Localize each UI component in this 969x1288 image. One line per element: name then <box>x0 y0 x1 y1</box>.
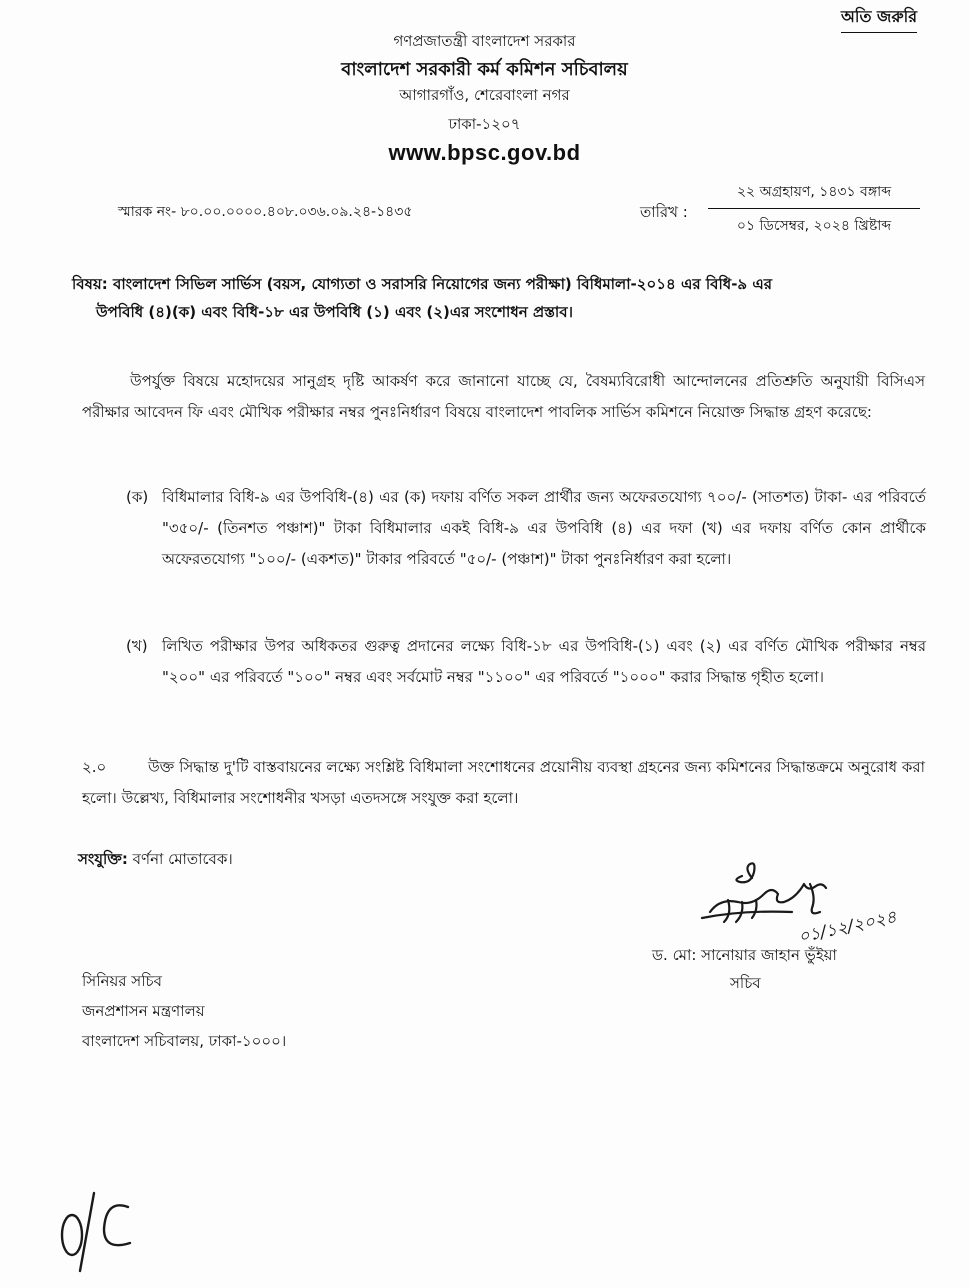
list-item-marker: (খ) <box>126 637 148 655</box>
list-item <box>126 631 926 693</box>
signature-date: ০১/১২/২০২৪ <box>796 907 899 948</box>
date-label: তারিখ : <box>640 203 688 221</box>
date-english: ০১ ডিসেম্বর, ২০২৪ খ্রিষ্টাব্দ <box>736 218 892 234</box>
handwritten-note <box>50 1185 150 1275</box>
memo-number: স্মারক নং- ৮০.০০.০০০০.৪০৮.০৩৬.০৯.২৪-১৪৩৫ <box>118 204 413 220</box>
header-government: গণপ্রজাতন্ত্রী বাংলাদেশ সরকার <box>393 32 576 50</box>
list-item-text: বিধিমালার বিধি-৯ এর উপবিধি-(৪) এর (ক) দফায় বর্ণিত সকল প্রার্থীর জন্য অফেরতযোগ্য ৭০০/- (সাতশত) টাকা- এর পরিবর্তে "৩৫০/- (তিনশত পঞ্চাশ)" টাকা বিধিমালার একই বিধি-৯ এর উপবিধি (৪) এর দফা (খ) এর দফায় বর্ণিত কোন প্রার্থীকে অফেরতযোগ্য "১০০/- (একশত)" টাকার পরিবর্তে "৫০/- (পঞ্চাশ)" টাকা পুনঃনির্ধারণ করা হলো। <box>162 488 926 568</box>
list-item-text: লিখিত পরীক্ষার উপর অধিকতর গুরুত্ব প্রদানের লক্ষ্যে বিধি-১৮ এর উপবিধি-(১) এবং (২) এর বর্ণিত মৌখিক পরীক্ষার নম্বর "২০০" এর পরিবর্তে "১০০" নম্বর এবং সর্বমোট নম্বর "১১০০" এর পরিবর্তে "১০০০" করার সিদ্ধান্ত গৃহীত হলো। <box>162 637 926 686</box>
subject-line-2: উপবিধি (৪)(ক) এবং বিধি-১৮ এর উপবিধি (১) এবং (২)এর সংশোধন প্রস্তাব। <box>96 303 573 321</box>
recipient-designation: সিনিয়র সচিব <box>82 972 162 990</box>
intro-paragraph: উপর্যুক্ত বিষয়ে মহোদয়ের সানুগ্রহ দৃষ্টি আকর্ষণ করে জানানো যাচ্ছে যে, বৈষম্যবিরোধী আন্দোলনের প্রতিশ্রুতি অনুযায়ী বিসিএস পরীক্ষার আবেদন ফি এবং মৌখিক পরীক্ষার নম্বর পুনঃনির্ধারণ বিষয়ে বাংলাদেশ পাবলিক সার্ভিস কমিশনে নিয়োক্ত সিদ্ধান্ত গ্রহণ করেছে: <box>82 372 925 421</box>
recipient-ministry: জনপ্রশাসন মন্ত্রণালয় <box>82 1002 205 1020</box>
header-organization: বাংলাদেশ সরকারী কর্ম কমিশন সচিবালয় <box>341 59 628 80</box>
date-bangla: ২২ অগ্রহায়ণ, ১৪৩১ বঙ্গাব্দ <box>708 180 920 209</box>
header-city: ঢাকা-১২০৭ <box>448 115 521 133</box>
subject-line-1: বিষয়: বাংলাদেশ সিভিল সার্ভিস (বয়স, যোগ্যতা ও সরাসরি নিয়োগের জন্য পরীক্ষা) বিধিমালা-২০১৪ এর বিধি-৯ এর <box>72 275 773 293</box>
handwritten-signature <box>680 860 910 950</box>
date-block <box>708 180 920 238</box>
signatory-title: সচিব <box>730 974 761 992</box>
signatory-name: ড. মো: সানোয়ার জাহান ভুঁইয়া <box>652 946 837 964</box>
paragraph-2-text: উক্ত সিদ্ধান্ত দু'টি বাস্তবায়নের লক্ষ্যে সংশ্লিষ্ট বিধিমালা সংশোধনের প্রয়োনীয় ব্যবস্থা গ্রহনের জন্য কমিশনের সিদ্ধান্তক্রমে অনুরোধ করা হলো। উল্লেখ্য, বিধিমালার সংশোধনীর খসড়া এতদসঙ্গে সংযুক্ত করা হলো। <box>82 758 925 807</box>
attachment-line <box>78 848 233 873</box>
list-item <box>126 482 926 575</box>
header-website: www.bpsc.gov.bd <box>388 140 581 165</box>
header-address: আগারগাঁও, শেরেবাংলা নগর <box>399 86 570 104</box>
recipient-address: বাংলাদেশ সচিবালয়, ঢাকা-১০০০। <box>82 1032 287 1050</box>
attachment-text: বর্ণনা মোতাবেক। <box>132 850 233 868</box>
subject <box>72 270 924 326</box>
attachment-label: সংযুক্তি: <box>78 850 128 868</box>
paragraph-number: ২.০ <box>82 758 107 776</box>
list-item-marker: (ক) <box>126 488 149 506</box>
paragraph-2 <box>82 752 925 814</box>
urgent-mark: অতি জরুরি <box>841 4 917 33</box>
